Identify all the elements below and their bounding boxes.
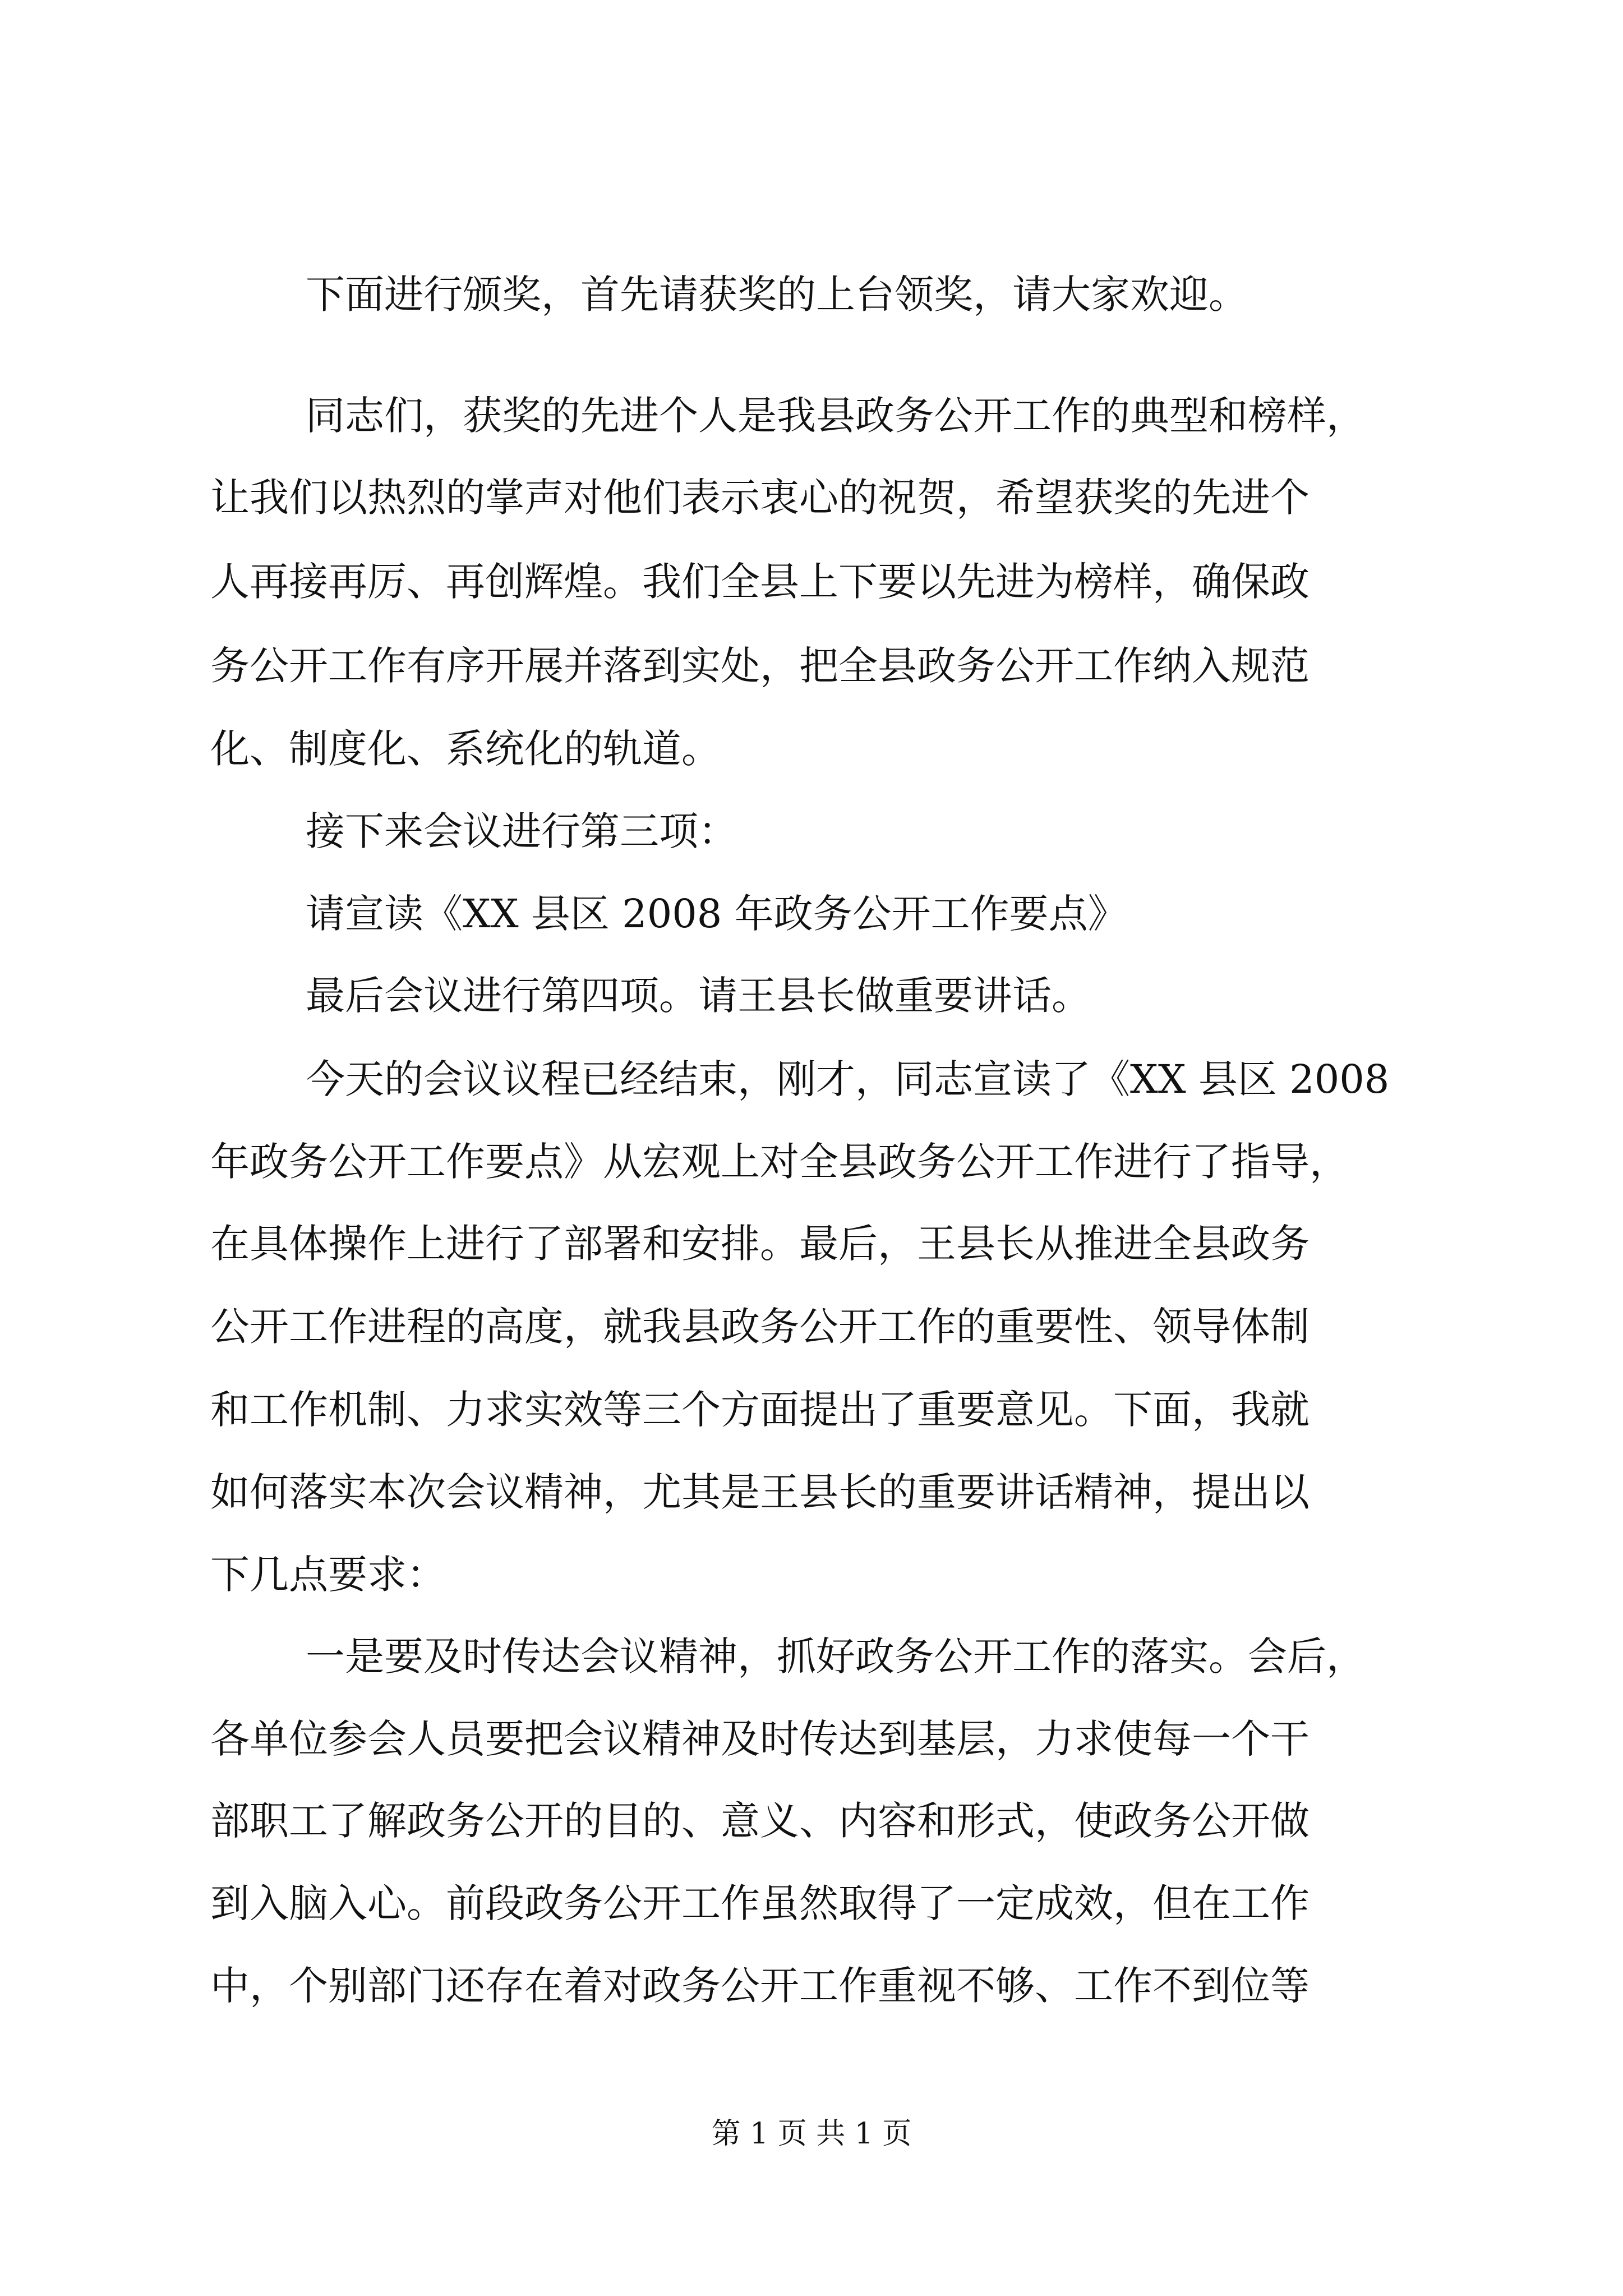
text-line: 人再接再厉、再创辉煌。我们全县上下要以先进为榜样，确保政 — [210, 559, 1310, 605]
text-line: 务公开工作有序开展并落到实处，把全县政务公开工作纳入规范 — [210, 643, 1310, 689]
text-line: 中，个别部门还存在着对政务公开工作重视不够、工作不到位等 — [210, 1963, 1310, 2009]
page-number-footer: 第 1 页 共 1 页 — [711, 2117, 912, 2151]
text-line: 下面进行颁奖，首先请获奖的上台领奖，请大家欢迎。 — [306, 272, 1248, 318]
text-line: 和工作机制、力求实效等三个方面提出了重要意见。下面，我就 — [210, 1387, 1310, 1433]
text-line: 年政务公开工作要点》从宏观上对全县政务公开工作进行了指导， — [210, 1139, 1349, 1185]
text-line: 今天的会议议程已经结束，刚才，同志宣读了《XX 县区 2008 — [306, 1056, 1390, 1102]
text-line: 最后会议进行第四项。请王县长做重要讲话。 — [306, 973, 1091, 1019]
text-line: 化、制度化、系统化的轨道。 — [210, 726, 721, 772]
text-line: 让我们以热烈的掌声对他们表示衷心的祝贺，希望获奖的先进个 — [210, 475, 1310, 521]
text-line: 下几点要求： — [210, 1552, 446, 1598]
text-line: 到入脑入心。前段政务公开工作虽然取得了一定成效，但在工作 — [210, 1880, 1310, 1926]
text-line: 一是要及时传达会议精神，抓好政务公开工作的落实。会后， — [306, 1634, 1366, 1680]
text-line: 请宣读《XX 县区 2008 年政务公开工作要点》 — [306, 891, 1127, 937]
text-line: 同志们，获奖的先进个人是我县政务公开工作的典型和榜样， — [306, 393, 1366, 439]
text-line: 在具体操作上进行了部署和安排。最后，王县长从推进全县政务 — [210, 1221, 1310, 1267]
text-line: 各单位参会人员要把会议精神及时传达到基层，力求使每一个干 — [210, 1716, 1310, 1762]
text-line: 接下来会议进行第三项： — [306, 808, 737, 854]
text-line: 部职工了解政务公开的目的、意义、内容和形式，使政务公开做 — [210, 1798, 1310, 1844]
text-line: 公开工作进程的高度，就我县政务公开工作的重要性、领导体制 — [210, 1304, 1310, 1350]
text-line: 如何落实本次会议精神，尤其是王县长的重要讲话精神，提出以 — [210, 1469, 1310, 1515]
